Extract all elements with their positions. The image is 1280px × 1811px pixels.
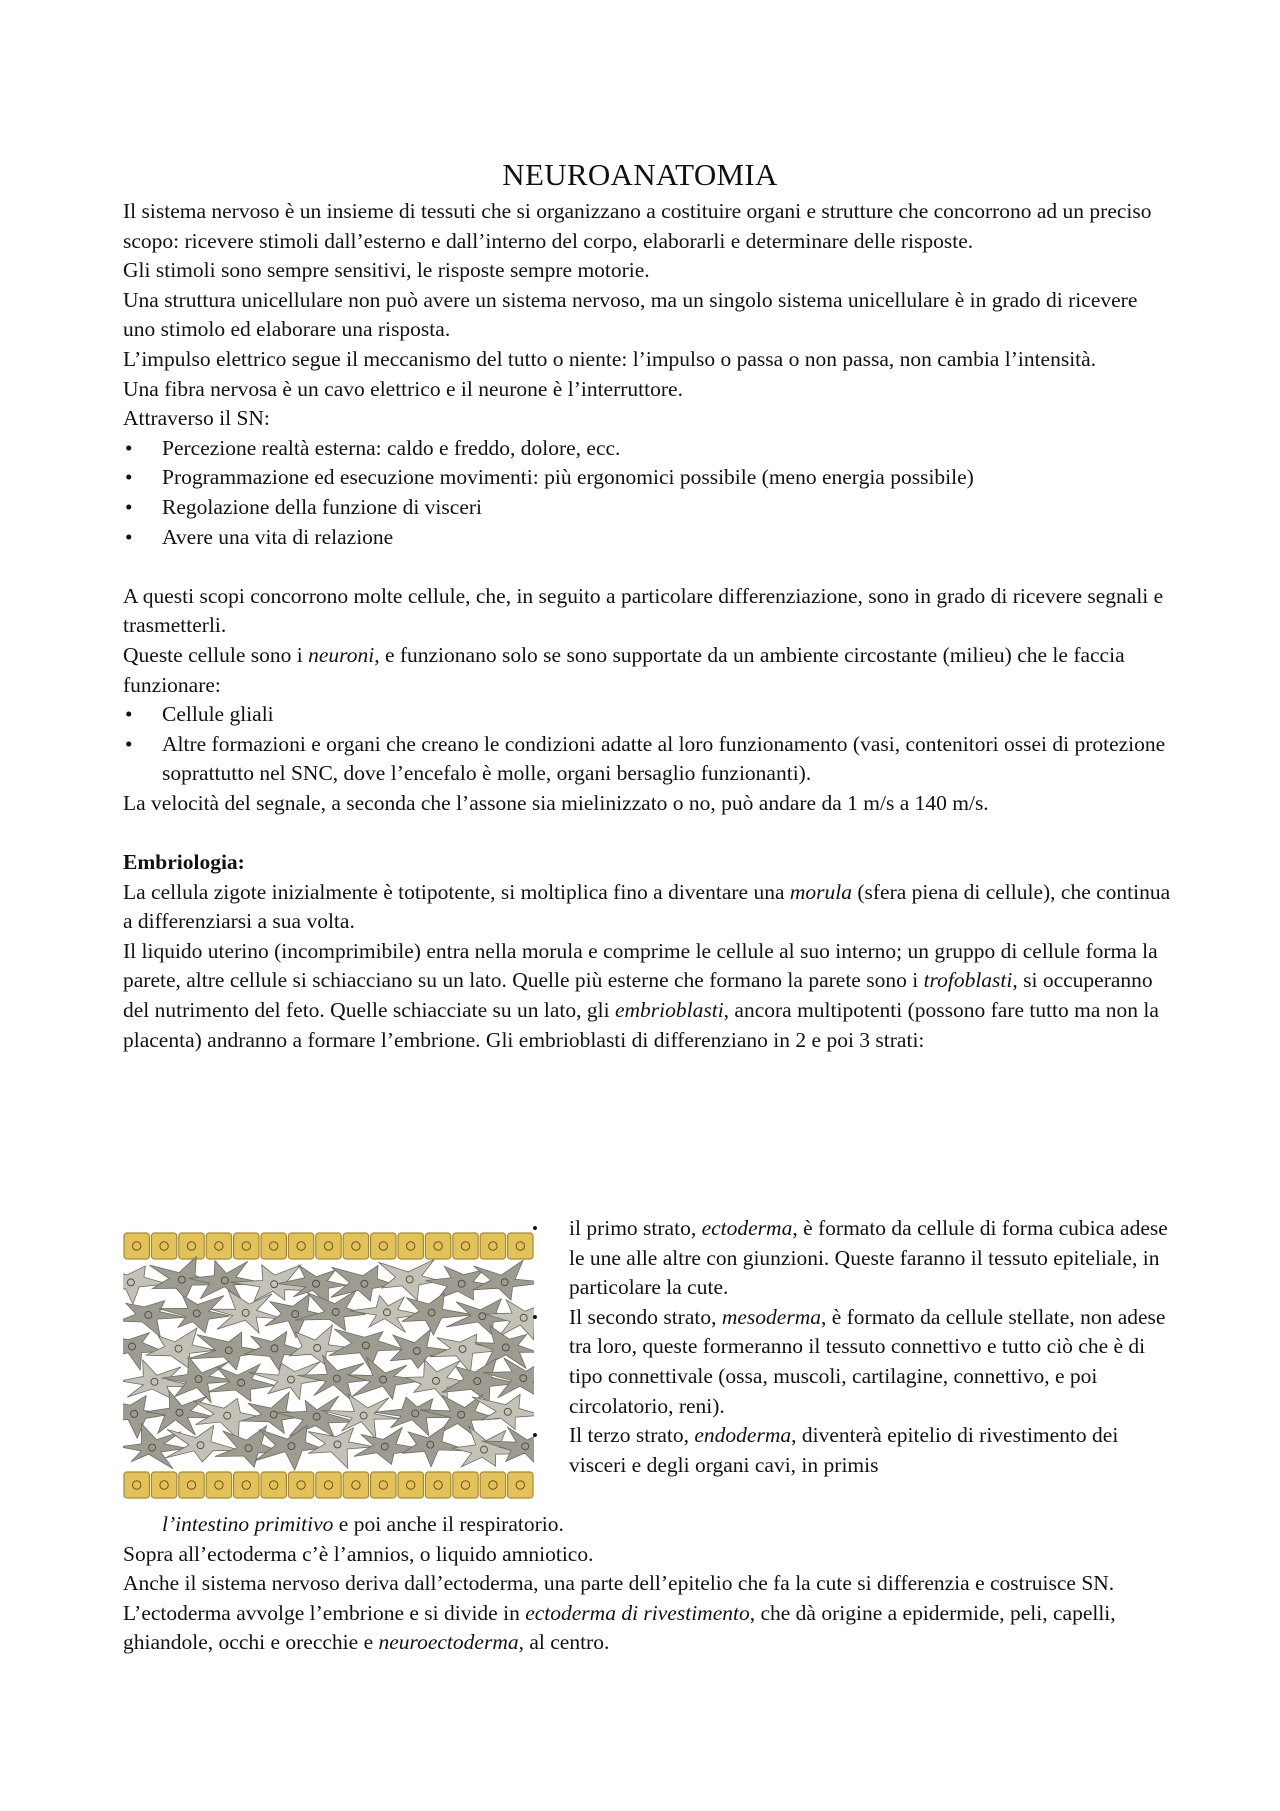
intro-paragraph: Una fibra nervosa è un cavo elettrico e il neurone è l’interruttore. — [123, 376, 683, 401]
support-list — [123, 700, 1173, 789]
embrio-paragraph: Sopra all’ectoderma c’è l’amnios, o liquido amniotico. — [123, 1541, 594, 1566]
bullet-icon: • — [532, 1219, 538, 1238]
embrio-paragraph: Il liquido uterino (incomprimibile) entra nella morula e comprime le cellule al suo interno; un gruppo di cellule forma la parete, altre cellule si schiacciano su un lato. Quelle più esterne che formano la parete sono i trofoblasti, si occuperanno del nutrimento del feto. Quelle schiacciate su un lato, gli embrioblasti, ancora multipotenti (possono fare tutto ma non la placenta) andranno a formare l’embrione. Gli embrioblasti di differenziano in 2 e poi 3 strati: — [123, 938, 1159, 1052]
list-item: • Programmazione ed esecuzione movimenti: più ergonomici possibile (meno energia possibile) — [123, 463, 1173, 493]
germ-layer-list — [530, 1214, 1180, 1480]
bullet-icon: • — [125, 494, 133, 519]
layer3-continuation: l’intestino primitivo e poi anche il respiratorio. — [162, 1512, 564, 1536]
bullet-icon: • — [532, 1426, 538, 1446]
intro-paragraph: Il sistema nervoso è un insieme di tessuti che si organizzano a costituire organi e strutture che concorrono ad un preciso scopo: ricevere stimoli dall’esterno e dall’interno del corpo, elaborarli e determinare delle risposte. — [123, 199, 1152, 253]
mesoderm-layer — [123, 1257, 534, 1472]
intro-paragraph: Attraverso il SN: — [123, 406, 270, 431]
ectoderm-top-layer — [124, 1233, 533, 1259]
bullet-icon: • — [125, 465, 133, 490]
page-title: NEUROANATOMIA — [502, 157, 778, 192]
list-item: • il primo strato, ectoderma, è formato da cellule di forma cubica adese le une alle altre con giunzioni. Queste faranno il tessuto epiteliale, in particolare la cute. — [532, 1216, 1168, 1300]
list-item: • Il secondo strato, mesoderma, è formato da cellule stellate, non adese tra loro, queste formeranno il tessuto connettivo e tutto ciò che è di tipo connettivale (ossa, muscoli, cartilagine, connettivo, e poi circolatorio, reni). — [532, 1304, 1166, 1418]
embrio-paragraph: L’ectoderma avvolge l’embrione e si divide in ectoderma di rivestimento, che dà origine a epidermide, peli, capelli, ghiandole, occhi e orecchie e neuroectoderma, al centro. — [123, 1600, 1116, 1655]
sn-function-list — [123, 434, 1173, 552]
list-item: • Altre formazioni e organi che creano le condizioni adatte al loro funzionamento (vasi, contenitori ossei di protezione soprattutto nel SNC, dove l’encefalo è molle, organi bersaglio funzionanti). — [125, 731, 1166, 786]
list-item: • Il terzo strato, endoderma, diventerà epitelio di rivestimento dei visceri e degli organi cavi, in primis — [532, 1423, 1119, 1477]
germ-layers-illustration-icon — [123, 1231, 534, 1500]
section-heading: Embriologia: — [123, 850, 245, 875]
endoderm-bottom-layer — [124, 1472, 533, 1498]
bullet-icon: • — [125, 731, 133, 756]
velocity-paragraph: La velocità del segnale, a seconda che l’assone sia mielinizzato o no, può andare da 1 m/s a 140 m/s. — [123, 790, 989, 815]
post-figure-section — [123, 1510, 1173, 1658]
bullet-icon: • — [125, 435, 133, 460]
bullet-icon: • — [125, 524, 133, 549]
list-item: • Percezione realtà esterna: caldo e freddo, dolore, ecc. — [123, 434, 1173, 464]
list-item: • Regolazione della funzione di visceri — [123, 493, 1173, 523]
intro-paragraph: Una struttura unicellulare non può avere un sistema nervoso, ma un singolo sistema unicellulare è in grado di ricevere uno stimolo ed elaborare una risposta. — [123, 287, 1138, 342]
germ-layer-list-container — [530, 1214, 1180, 1480]
list-item: • Cellule gliali — [123, 700, 1173, 730]
bullet-icon: • — [125, 702, 133, 727]
intro-section — [123, 197, 1173, 1055]
cells-paragraph: A questi scopi concorrono molte cellule, che, in seguito a particolare differenziazione, sono in grado di ricevere segnali e trasmetterli. — [123, 583, 1164, 638]
cells-paragraph: Queste cellule sono i neuroni, e funzionano solo se sono supportate da un ambiente circostante (milieu) che le faccia funzionare: — [123, 642, 1125, 697]
list-item: • Avere una vita di relazione — [123, 523, 1173, 553]
embrio-paragraph: Anche il sistema nervoso deriva dall’ectoderma, una parte dell’epitelio che fa la cute si differenzia e costruisce SN. — [123, 1571, 1115, 1596]
bullet-icon: • — [532, 1307, 538, 1327]
intro-paragraph: L’impulso elettrico segue il meccanismo del tutto o niente: l’impulso o passa o non passa, non cambia l’intensità. — [123, 346, 1097, 371]
embrio-paragraph: La cellula zigote inizialmente è totipotente, si moltiplica fino a diventare una morula (sfera piena di cellule), che continua a differenziarsi a sua volta. — [123, 879, 1171, 934]
intro-paragraph: Gli stimoli sono sempre sensitivi, le risposte sempre motorie. — [123, 258, 650, 283]
